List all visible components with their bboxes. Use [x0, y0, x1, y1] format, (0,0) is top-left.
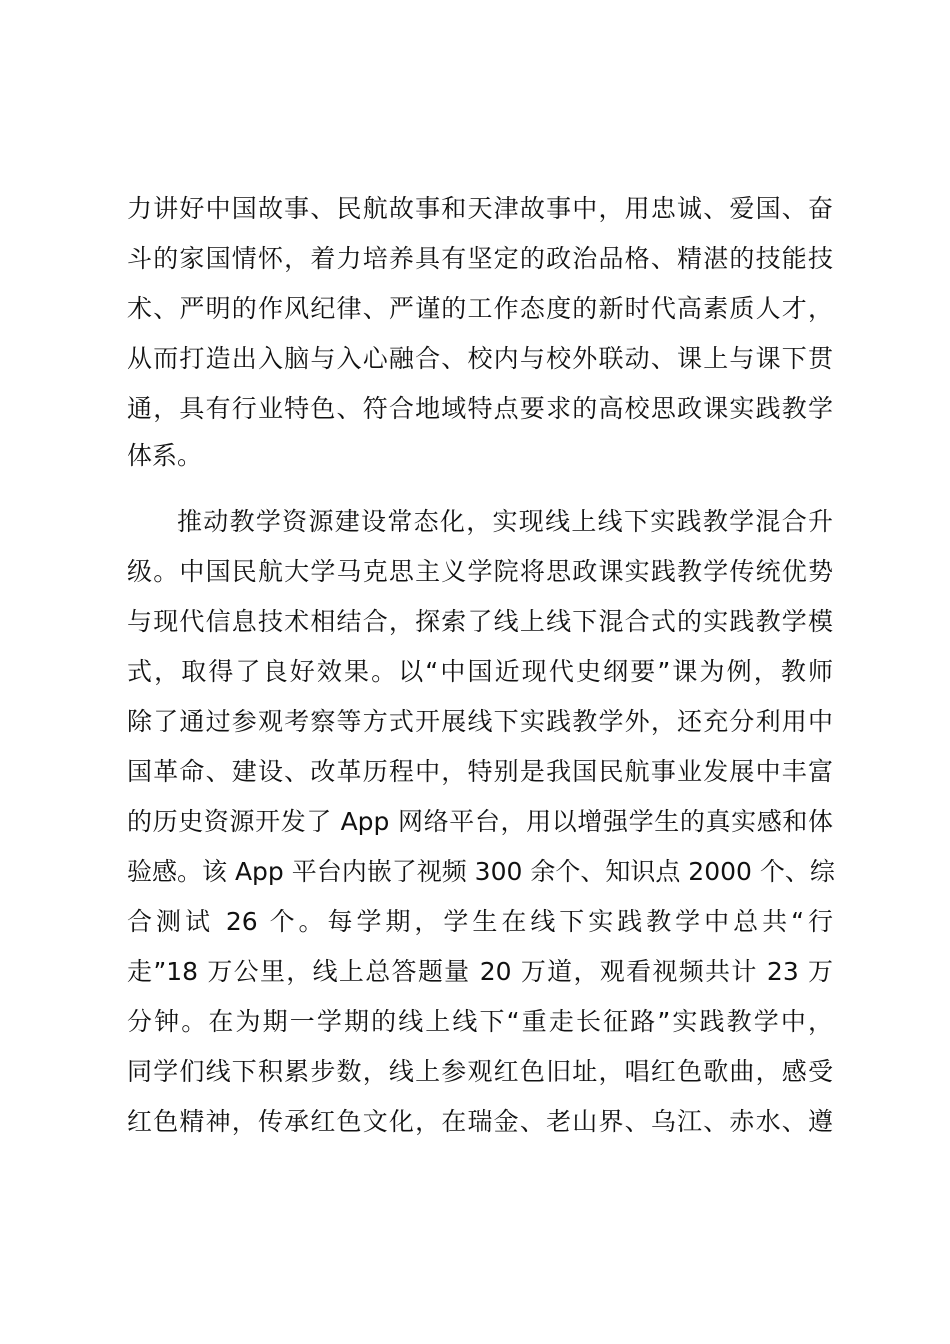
text-line: 斗的家国情怀，着力培养具有坚定的政治品格、精湛的技能技: [127, 244, 833, 273]
text-line: 走”18 万公里，线上总答题量 20 万道，观看视频共计 23 万: [127, 957, 833, 986]
text-line: 体系。: [127, 441, 203, 470]
text-line: 红色精神，传承红色文化，在瑞金、老山界、乌江、赤水、遵: [127, 1107, 833, 1136]
text-line: 式，取得了良好效果。以“中国近现代史纲要”课为例，教师: [127, 657, 833, 686]
text-line: 同学们线下积累步数，线上参观红色旧址，唱红色歌曲，感受: [127, 1057, 833, 1086]
text-line: 验感。该 App 平台内嵌了视频 300 余个、知识点 2000 个、综: [127, 857, 835, 886]
text-line: 与现代信息技术相结合，探索了线上线下混合式的实践教学模: [127, 607, 833, 636]
text-line: 国革命、建设、改革历程中，特别是我国民航事业发展中丰富: [127, 757, 833, 786]
text-line: 的历史资源开发了 App 网络平台，用以增强学生的真实感和体: [127, 807, 833, 836]
text-line: 术、严明的作风纪律、严谨的工作态度的新时代高素质人才，: [127, 294, 833, 323]
text-line: 从而打造出入脑与入心融合、校内与校外联动、课上与课下贯: [127, 344, 833, 373]
text-line-indented: 推动教学资源建设常态化，实现线上线下实践教学混合升: [177, 507, 833, 536]
text-line: 级。中国民航大学马克思主义学院将思政课实践教学传统优势: [127, 557, 833, 586]
text-line: 通，具有行业特色、符合地域特点要求的高校思政课实践教学: [127, 394, 833, 423]
text-line: 合测试 26 个。每学期，学生在线下实践教学中总共“行: [127, 907, 833, 936]
text-line: 除了通过参观考察等方式开展线下实践教学外，还充分利用中: [127, 707, 833, 736]
text-line: 分钟。在为期一学期的线上线下“重走长征路”实践教学中，: [127, 1007, 833, 1036]
text-line: 力讲好中国故事、民航故事和天津故事中，用忠诚、爱国、奋: [127, 194, 833, 223]
